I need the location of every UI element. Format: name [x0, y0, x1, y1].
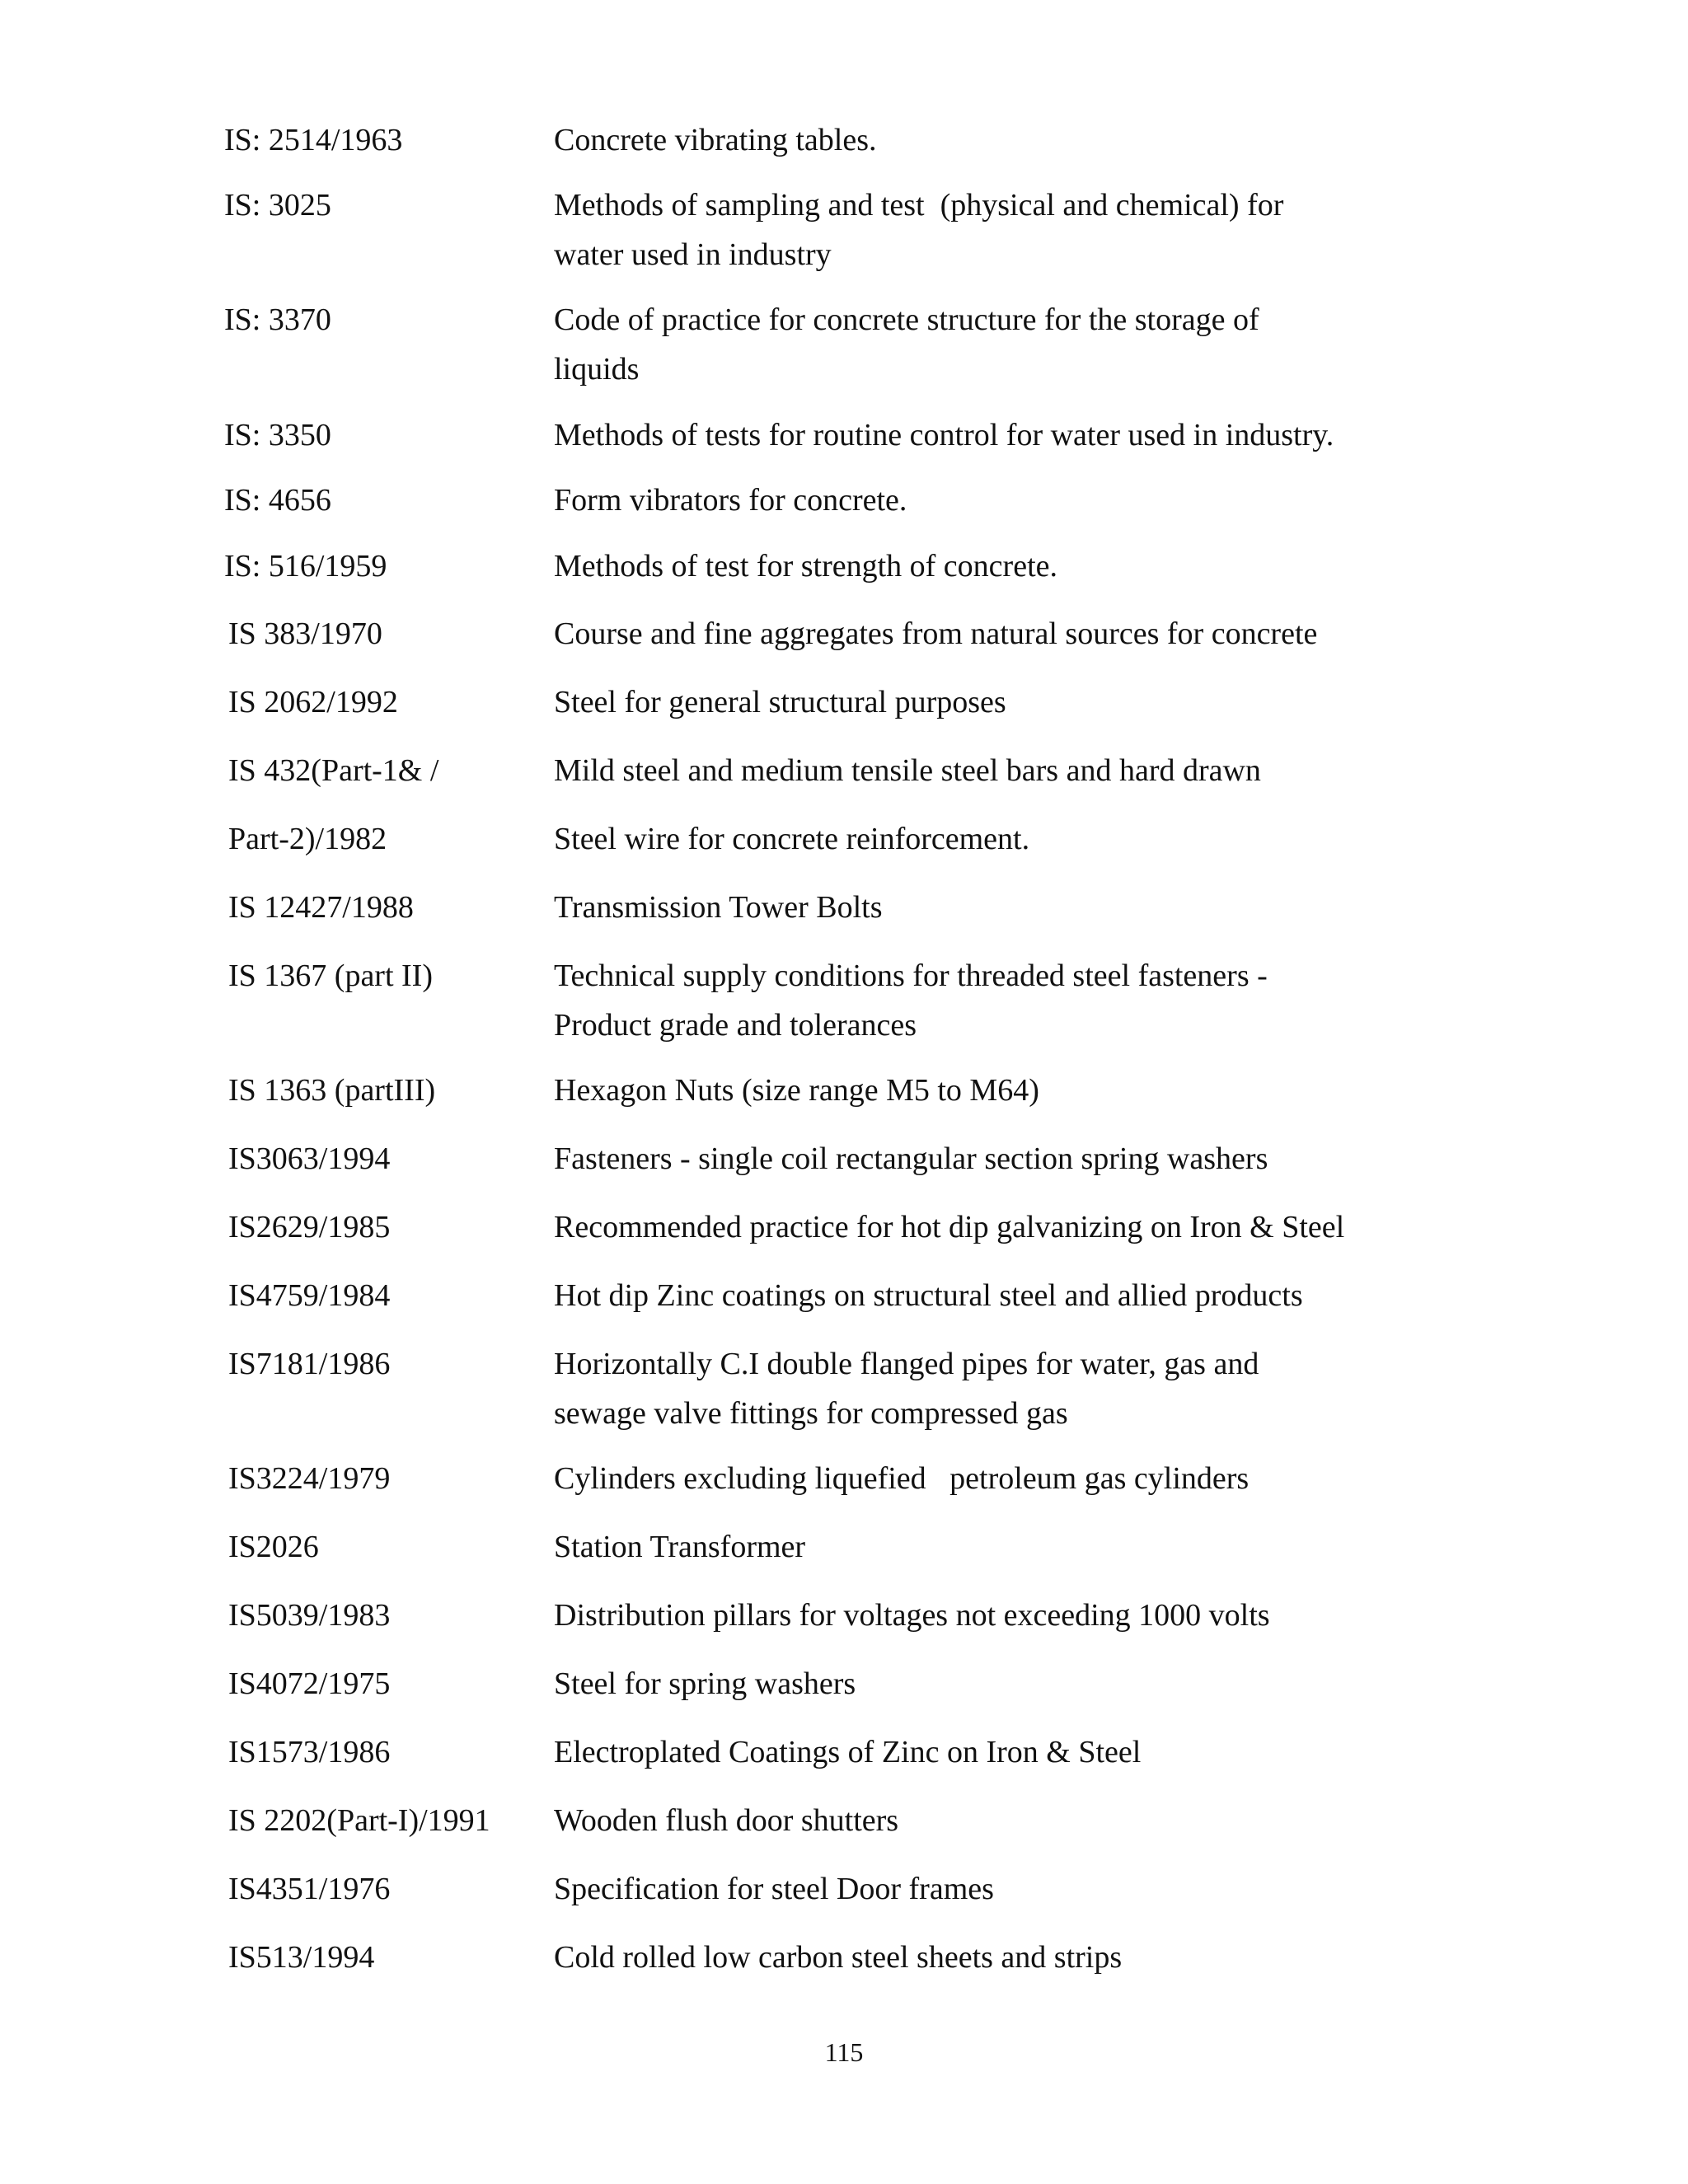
- standard-code: IS: 3350: [224, 418, 331, 452]
- standard-code: IS 1367 (part II): [228, 958, 433, 993]
- description-line: Cold rolled low carbon steel sheets and strips: [554, 1940, 1123, 1975]
- description-line: Steel for general structural purposes: [554, 685, 1006, 719]
- standard-code: Part-2)/1982: [228, 822, 387, 856]
- standard-code: IS 432(Part-1& /: [228, 753, 439, 788]
- standard-code: IS5039/1983: [228, 1598, 391, 1633]
- standard-description: [554, 609, 1642, 658]
- description-line: Product grade and tolerances: [554, 1008, 917, 1043]
- standard-code: IS4072/1975: [228, 1666, 391, 1701]
- description-line: Steel wire for concrete reinforcement.: [554, 822, 1030, 856]
- standard-description: [554, 677, 1642, 727]
- standard-code: IS4759/1984: [228, 1278, 391, 1313]
- standard-description: [554, 951, 1642, 1050]
- description-line: Methods of sampling and test (physical and chemical) for: [554, 188, 1284, 223]
- standard-code: IS: 4656: [224, 483, 331, 518]
- standard-code: IS1573/1986: [228, 1735, 391, 1769]
- description-line: Hexagon Nuts (size range M5 to M64): [554, 1073, 1039, 1108]
- description-line: Code of practice for concrete structure for the storage of: [554, 302, 1259, 337]
- description-line: Form vibrators for concrete.: [554, 483, 907, 518]
- description-line: Specification for steel Door frames: [554, 1872, 994, 1906]
- standard-description: [554, 476, 1642, 525]
- standard-description: [554, 1339, 1642, 1438]
- description-line: Wooden flush door shutters: [554, 1803, 899, 1838]
- standard-description: [554, 541, 1642, 591]
- standard-code: IS4351/1976: [228, 1872, 391, 1906]
- standard-description: [554, 1271, 1642, 1320]
- standard-description: [554, 1134, 1642, 1183]
- standard-description: [554, 1522, 1642, 1572]
- description-line: Station Transformer: [554, 1530, 806, 1564]
- standard-code: IS: 3370: [224, 302, 331, 337]
- standard-description: [554, 1796, 1642, 1845]
- standard-code: IS 1363 (partIII): [228, 1073, 436, 1108]
- description-line: Steel for spring washers: [554, 1666, 856, 1701]
- standard-description: [554, 410, 1642, 460]
- description-line: Cylinders excluding liquefied petroleum gas cylinders: [554, 1461, 1250, 1496]
- description-line: Distribution pillars for voltages not exceeding 1000 volts: [554, 1598, 1270, 1633]
- description-line: Course and fine aggregates from natural sources for concrete: [554, 616, 1318, 651]
- description-line: water used in industry: [554, 237, 832, 272]
- standard-description: [554, 180, 1642, 279]
- description-line: Technical supply conditions for threaded steel fasteners -: [554, 958, 1268, 993]
- standard-description: [554, 1454, 1642, 1503]
- standard-description: [554, 883, 1642, 932]
- standard-code: IS2026: [228, 1530, 319, 1564]
- standard-description: [554, 1202, 1642, 1252]
- description-line: Horizontally C.I double flanged pipes for water, gas and: [554, 1347, 1259, 1381]
- standard-description: [554, 1659, 1642, 1708]
- standard-description: [554, 746, 1642, 795]
- description-line: liquids: [554, 352, 640, 387]
- description-line: Methods of test for strength of concrete.: [554, 549, 1057, 583]
- standard-code: IS2629/1985: [228, 1210, 391, 1244]
- standard-code: IS: 516/1959: [224, 549, 387, 583]
- standard-description: [554, 814, 1642, 864]
- standard-code: IS 2062/1992: [228, 685, 398, 719]
- description-line: Electroplated Coatings of Zinc on Iron & Steel: [554, 1735, 1142, 1769]
- standard-code: IS3224/1979: [228, 1461, 391, 1496]
- standard-code: IS: 2514/1963: [224, 123, 403, 157]
- standard-description: [554, 1066, 1642, 1115]
- standard-description: [554, 1864, 1642, 1914]
- standard-description: [554, 1933, 1642, 1982]
- standard-code: IS 383/1970: [228, 616, 382, 651]
- description-line: Concrete vibrating tables.: [554, 123, 877, 157]
- standard-description: [554, 1591, 1642, 1640]
- description-line: sewage valve fittings for compressed gas: [554, 1396, 1068, 1431]
- standard-code: IS3063/1994: [228, 1141, 391, 1176]
- description-line: Mild steel and medium tensile steel bars and hard drawn: [554, 753, 1261, 788]
- standard-code: IS513/1994: [228, 1940, 375, 1975]
- standard-description: [554, 1727, 1642, 1777]
- standard-code: IS 2202(Part-I)/1991: [228, 1803, 490, 1838]
- description-line: Hot dip Zinc coatings on structural steel and allied products: [554, 1278, 1303, 1313]
- description-line: Methods of tests for routine control for water used in industry.: [554, 418, 1334, 452]
- standard-description: [554, 295, 1642, 394]
- description-line: Fasteners - single coil rectangular section spring washers: [554, 1141, 1268, 1176]
- description-line: Transmission Tower Bolts: [554, 890, 883, 925]
- standard-description: [554, 115, 1642, 165]
- description-line: Recommended practice for hot dip galvanizing on Iron & Steel: [554, 1210, 1345, 1244]
- standard-code: IS 12427/1988: [228, 890, 414, 925]
- standard-code: IS: 3025: [224, 188, 331, 223]
- standard-code: IS7181/1986: [228, 1347, 391, 1381]
- page-number: 115: [824, 2037, 864, 2067]
